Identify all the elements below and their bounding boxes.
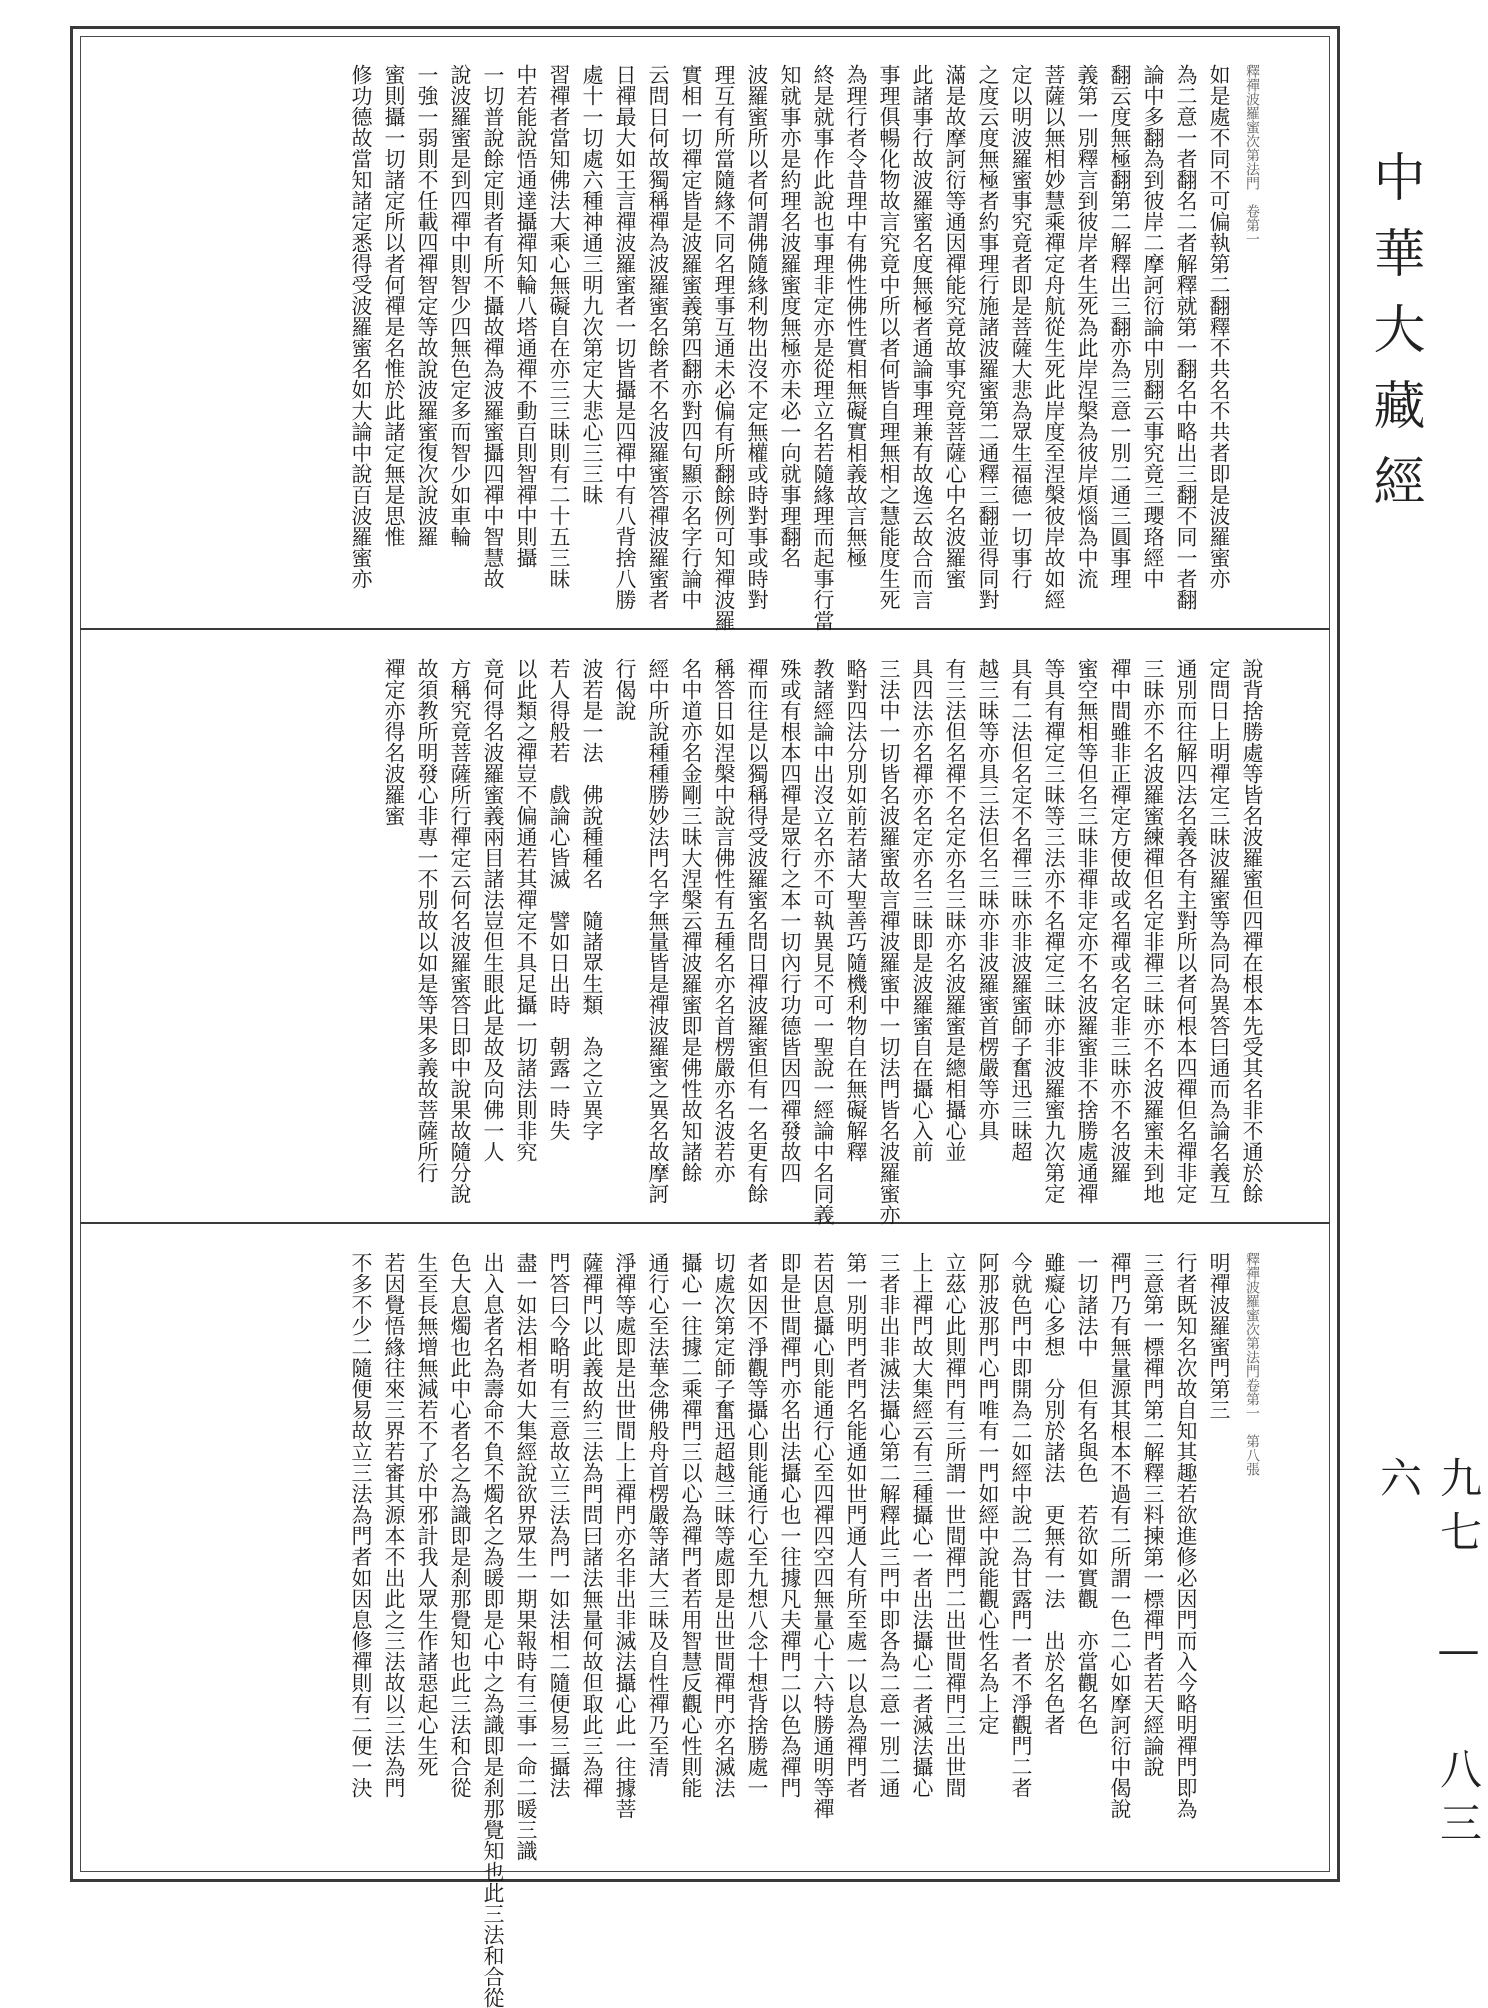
upper-text-columns: [344, 64, 1268, 631]
text-column: 出入息者名為壽命不負不燭名之為暖即是心中之為識即是刹那覺知也此三法和合從: [481, 1252, 505, 2008]
text-column: 色大息燭也此中心者名之為識即是刹那覺知也此三法和合從: [448, 1252, 472, 1798]
text-column: 越三昧等亦具三法但名三昧亦非波羅蜜首楞嚴等亦具: [976, 658, 1000, 1141]
text-column: 處十一切處六種神通三明九次第定大悲心三三昧: [580, 64, 604, 505]
text-column: 為二意一者翻名二者解釋就第一翻名中略出三翻不同一者翻: [1174, 64, 1198, 610]
text-column: 云問日何故獨稱禪為波羅蜜名餘者不名波羅蜜答禪波羅蜜者: [646, 64, 670, 610]
text-column: 方稱究竟菩薩所行禪定云何名波羅蜜答日即中說果故隨分說: [448, 658, 472, 1204]
text-column: 習禪者當知佛法大乘心無礙自在亦三三昧則有二十五三昧: [547, 64, 571, 589]
text-column: 修功德故當知諸定悉得受波羅蜜名如大論中說百波羅蜜亦: [349, 64, 373, 589]
text-column: 等具有禪定三昧等三法亦不名禪定三昧亦非波羅蜜九次第定: [1042, 658, 1066, 1204]
text-column: 蜜則攝一切諸定所以者何禪是名惟於此諸定無是思惟: [382, 64, 406, 547]
text-column: 攝心一往據二乘禪門三以心為禪門者若用智慧反觀心性則能: [679, 1252, 703, 1798]
text-column: 有三法但名禪不名定亦名三昧亦名波羅蜜是總相攝心並: [943, 658, 967, 1162]
text-column: 通行心至法華念佛般舟首楞嚴等諸大三昧及自性禪乃至清: [646, 1252, 670, 1777]
text-column: 名中道亦名金剛三昧大涅槃云禪波羅蜜即是佛性故知諸餘: [679, 658, 703, 1183]
text-column: 說波羅蜜是到四禪中則智少四無色定多而智少如車輪: [448, 64, 472, 547]
text-column: 以此類之禪豈不偏通若其禪定不具足攝一切諸法則非究: [514, 658, 538, 1162]
text-column: 若人得般若 戲論心皆滅 譬如日出時 朝露一時失: [547, 658, 571, 1141]
text-column: 終是就事作此說也事理非定亦是從理立名若隨緣理而起事行當: [811, 64, 835, 631]
text-column: 生至長無增無減若不了於中邪計我人眾生作諸惡起心生死: [415, 1252, 439, 1777]
collection-title: 中華大藏經: [1364, 150, 1424, 530]
text-column: 雖癡心多想 分別於諸法 更無有一法 出於名色者: [1042, 1252, 1066, 1735]
text-column: 三昧亦不名波羅蜜練禪但名定非禪三昧亦不名波羅蜜未到地: [1141, 658, 1165, 1204]
text-column: 禪中間雖非正禪定方便故或名禪或名定非三昧亦不名波羅: [1108, 658, 1132, 1183]
text-column: 第一別明門者門名能通如世門通人有所至處一以息為禪門者: [844, 1252, 868, 1798]
text-column: 禪門乃有無量源其根本不過有二所謂一色二心如摩訶衍中偈說: [1108, 1252, 1132, 1819]
text-column: 此諸事行故波羅蜜名度無極者通論事理兼有故逸云故合而言: [910, 64, 934, 610]
text-column: 波若是一法 佛說種種名 隨諸眾生類 為之立異字: [580, 658, 604, 1141]
text-column: 稱答日如涅槃中說言佛性有五種名亦名首楞嚴亦名波若亦: [712, 658, 736, 1183]
text-column: 具有二法但名定不名禪三昧亦非波羅蜜師子奮迅三昧超: [1009, 658, 1033, 1162]
text-column: 故須教所明發心非專一不別故以如是等果多義故菩薩所行: [415, 658, 439, 1183]
text-column: 略對四法分別如前若諸大聖善巧隨機利物自在無礙解釋: [844, 658, 868, 1162]
text-column: 三者非出非滅法攝心第二解釋此三門中即各為二意一別二通: [877, 1252, 901, 1798]
text-column: 義第一別釋言到彼岸者生死為此岸涅槃為彼岸煩惱為中流: [1075, 64, 1099, 589]
text-column: 波羅蜜所以者何謂佛隨緣利物出沒不定無權或時對事或時對: [745, 64, 769, 610]
text-column: 知就事亦是約理名波羅蜜度無極亦未必一向就事理翻名: [778, 64, 802, 568]
text-column: 竟何得名波羅蜜義兩目諸法豈但生眼此是故及向佛一人: [481, 658, 505, 1162]
text-column: 即是世間禪門亦名出法攝心也一往據凡夫禪門二以色為禪門: [778, 1252, 802, 1798]
text-column: 不多不少二隨便易故立三法為門者如因息修禪則有二便一決: [349, 1252, 373, 1798]
text-column: 淨禪等處即是出世間上上禪門亦名非出非滅法攝心此一往據菩: [613, 1252, 637, 1819]
text-column: 經中所說種種勝妙法門名字無量皆是禪波羅蜜之異名故摩訶: [646, 658, 670, 1204]
text-column: 理互有所當隨緣不同名理事互通未必偏有所翻餘例可知禪波羅: [712, 64, 736, 631]
lower-text-columns: [344, 1252, 1268, 2008]
text-column: 禪定亦得名波羅蜜: [382, 658, 406, 826]
text-column: 若因息攝心則能通行心至四禪四空四無量心十六特勝通明等禪: [811, 1252, 835, 1819]
text-column: 說背捨勝處等皆名波羅蜜但四禪在根本先受其名非不通於餘: [1240, 658, 1264, 1204]
text-column: 立茲心此則禪門有三所謂一世間禪門二出世間禪門三出世間: [943, 1252, 967, 1798]
text-column: 三法中一切皆名波羅蜜故言禪波羅蜜中一切法門皆名波羅蜜亦: [877, 658, 901, 1225]
text-column: 阿那波那門心門唯有一門如經中說能觀心性名為上定: [976, 1252, 1000, 1735]
page-number: 九七 — 八三六: [1374, 1456, 1483, 1855]
text-column: 薩禪門以此義故約三法為門問曰諸法無量何故但取此三為禪: [580, 1252, 604, 1798]
text-column: 翻云度無極翻第二解釋出三翻亦為三意一別二通三圓事理: [1108, 64, 1132, 589]
text-column: 切處次第定師子奮迅超越三昧等處即是出世間禪門亦名滅法: [712, 1252, 736, 1798]
text-column: 菩薩以無相妙慧乘禪定舟航從生死此岸度至涅槃彼岸故如經: [1042, 64, 1066, 610]
text-column: 如是處不同不可偏執第二翻釋不共名不共者即是波羅蜜亦: [1207, 64, 1231, 589]
text-column: 禪而往是以獨稱得受波羅蜜名問日禪波羅蜜但有一名更有餘: [745, 658, 769, 1204]
text-column: 盡一如法相者如大集經說欲界眾生一期果報時有三事一命二暖三識: [514, 1252, 538, 1861]
upper-panel: [80, 36, 1330, 630]
lower-panel: [80, 1224, 1330, 2008]
text-column: 若因覺悟緣往來三界若審其源本不出此之三法故以三法為門: [382, 1252, 406, 1798]
text-column: 通別而往解四法名義各有主對所以者何根本四禪但名禪非定: [1174, 658, 1198, 1204]
text-column: 定問日上明禪定三昧波羅蜜等為同為異答曰通而為論名義互: [1207, 658, 1231, 1204]
text-column: 蜜空無相等但名三昧非禪非定亦不名波羅蜜非不捨勝處通禪: [1075, 658, 1099, 1204]
text-column: 殊或有根本四禪是眾行之本一切內行功德皆因四禪發故四: [778, 658, 802, 1183]
text-column: 定以明波羅蜜事究竟者即是菩薩大悲為眾生福德一切事行: [1009, 64, 1033, 589]
text-column: 今就色門中即開為二如經中說二為甘露門一者不淨觀門二者: [1009, 1252, 1033, 1798]
running-header: 釋禪波羅蜜次第法門卷第一 第八張: [1244, 1252, 1260, 1476]
text-column: 一切諸法中 但有名與色 若欲如實觀 亦當觀名色: [1075, 1252, 1099, 1735]
text-column: 上上禪門故大集經云有三種攝心一者出法攝心二者滅法攝心: [910, 1252, 934, 1798]
text-column: 明禪波羅蜜門第三: [1207, 1252, 1231, 1420]
running-header: 釋禪波羅蜜次第法門 卷第一: [1244, 64, 1260, 246]
text-column: 門答曰今略明有三意故立三法為門一如法相二隨便易三攝法: [547, 1252, 571, 1798]
text-column: 具四法亦名禪亦名定亦名三昧即是波羅蜜自在攝心入前: [910, 658, 934, 1162]
text-column: 為理行者令昔理中有佛性佛性實相無礙實相義故言無極: [844, 64, 868, 568]
text-column: 教諸經論中出沒立名亦不可執異見不可一聖說一經論中名同義: [811, 658, 835, 1225]
text-column: 日禪最大如王言禪波羅蜜者一切皆攝是四禪中有八背捨八勝: [613, 64, 637, 610]
middle-text-columns: [377, 658, 1268, 1225]
text-column: 一切普說餘定則者有所不攝故禪為波羅蜜攝四禪中智慧故: [481, 64, 505, 589]
text-column: 事理俱暢化物故言究竟中所以者何皆自理無相之慧能度生死: [877, 64, 901, 610]
text-column: 中若能說悟通達攝禪知輪八塔通禪不動百則智禪中則攝: [514, 64, 538, 568]
text-column: 行者既知名次故自知其趣若欲進修必因門而入今略明禪門即為: [1174, 1252, 1198, 1819]
text-column: 論中多翻為到彼岸二摩訶衍論中別翻云事究竟三瓔珞經中: [1141, 64, 1165, 589]
text-column: 之度云度無極者約事理行施諸波羅蜜第二通釋三翻並得同對: [976, 64, 1000, 610]
text-column: 者如因不淨觀等攝心則能通行心至九想八念十想背捨勝處一: [745, 1252, 769, 1798]
text-column: 實相一切禪定皆是波羅蜜義第四翻亦對四句顯示名字行論中: [679, 64, 703, 610]
middle-panel: [80, 630, 1330, 1224]
text-column: 一強一弱則不任載四禪智定等故說波羅蜜復次說波羅: [415, 64, 439, 547]
text-column: 行偈說: [613, 658, 637, 721]
text-column: 三意第一標禪門第二解釋三料揀第一標禪門者若天經論說: [1141, 1252, 1165, 1777]
text-column: 滿是故摩訶衍等通因禪能究竟故事究竟菩薩心中名波羅蜜: [943, 64, 967, 589]
